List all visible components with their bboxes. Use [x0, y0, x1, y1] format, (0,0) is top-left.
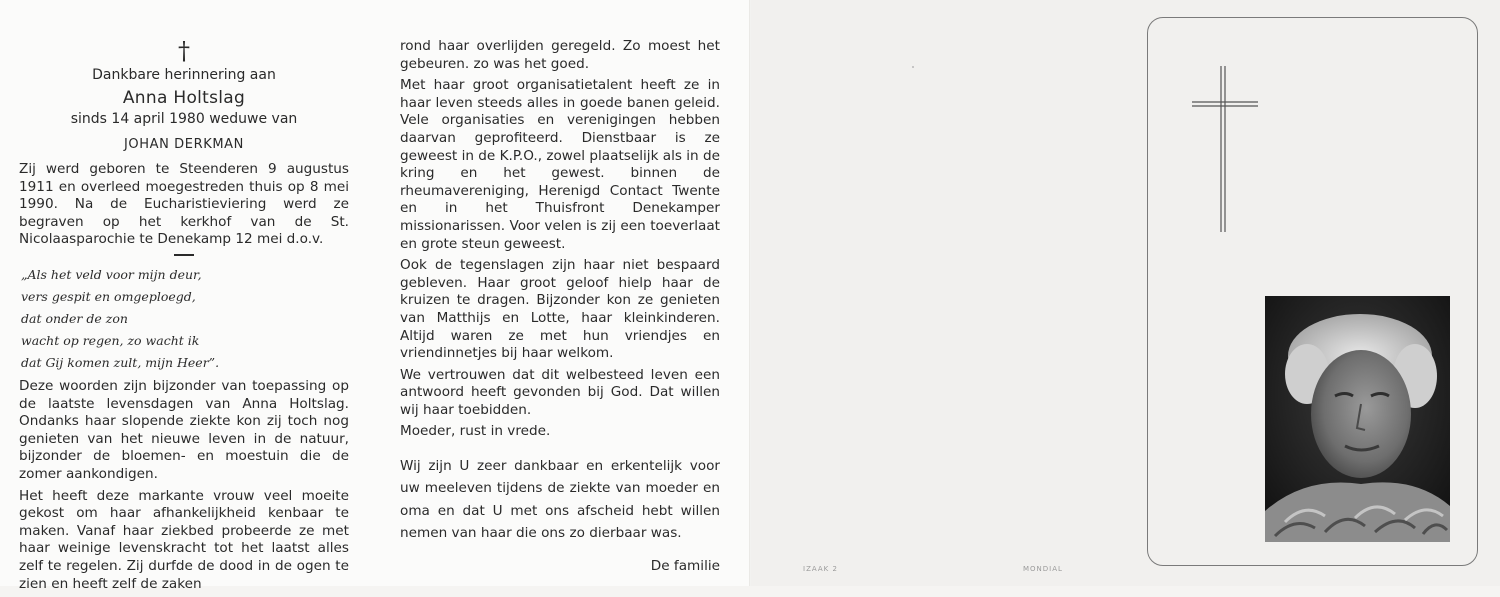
- paragraph: Het heeft deze markante vrouw veel moeite gekost om haar afhankelijkheid kenbaar te maken. Vanaf haar ziekbed probeerde ze met haar weinige levenskracht tot het laatst alles zelf te regelen. Zij durfde de dood in de ogen te zien en heeft zelf de zaken: [19, 487, 349, 592]
- paper-speck: [912, 66, 914, 68]
- remembrance-intro: Dankbare herinnering aan: [92, 67, 276, 83]
- deceased-name: Anna Holtslag: [122, 88, 246, 108]
- signature: De familie: [650, 558, 720, 574]
- paragraph: We vertrouwen dat dit welbesteed leven een antwoord heeft gevonden bij God. Dat willen wij haar toebidden.: [400, 366, 720, 418]
- verse-line: dat onder de zon: [21, 310, 128, 326]
- portrait-illustration: [1265, 296, 1450, 542]
- paragraph: Deze woorden zijn bijzonder van toepassing op de laatste levensdagen van Anna Holtslag. Ondanks haar slopende ziekte kon zij toch nog genieten van het nieuwe leven in de natuur, bijzonder de bloemen- en moestuin die de zomer aankondigen.: [19, 377, 349, 482]
- biography-paragraph: Zij werd geboren te Steenderen 9 augustus 1911 en overleed moegestreden thuis op 8 mei 1990. Na de Eucharistieviering werd ze begraven op het kerkhof van de St. Nicolaasparochie te Denekamp 12 mei d.o.v.: [19, 161, 349, 248]
- printer-imprint: MONDIAL: [1023, 565, 1063, 573]
- right-text-column: [400, 38, 720, 445]
- verse-line: vers gespit en omgeploegd,: [21, 288, 196, 304]
- thank-you-paragraph: Wij zijn U zeer dankbaar en erkentelijk voor uw meeleven tijdens de ziekte van moeder en oma en dat U met ons afscheid hebt willen nemen van haar die ons zo dierbaar was.: [400, 458, 720, 542]
- left-text-column: [19, 38, 349, 597]
- paragraph: Ook de tegenslagen zijn haar niet bespaard gebleven. Haar groot geloof hielp haar de kruizen te dragen. Bijzonder kon ze genieten van Matthijs en Lotte, haar kleinkinderen. Altijd waren ze met hun vriendjes en vriendinnetjes bij haar welkom.: [400, 257, 720, 362]
- cross-icon: †: [178, 37, 190, 65]
- paragraph: Met haar groot organisatietalent heeft ze in haar leven steeds alles in goede banen geleid. Vele organisaties en verenigingen hebben daarvan geprofiteerd. Dienstbaar is ze geweest in de K.P.O., zowel plaatselijk als in de kring en het gewest. binnen de rheumavereniging, Herenigd Contact Twente en in het Thuisfront Denekamper missionarissen. Voor velen is zij een toeverlaat en grote steun geweest.: [400, 77, 720, 252]
- printer-imprint: IZAAK 2: [803, 565, 838, 573]
- verse: [19, 264, 349, 374]
- divider-dash: [174, 254, 194, 256]
- verse-line: dat Gij komen zult, mijn Heer”.: [21, 354, 220, 370]
- husband-name: JOHAN DERKMAN: [123, 137, 244, 152]
- paragraph: Moeder, rust in vrede.: [400, 423, 551, 440]
- portrait-photo: [1265, 296, 1450, 542]
- verse-line: „Als het veld voor mijn deur,: [21, 266, 202, 282]
- verse-line: wacht op regen, zo wacht ik: [21, 332, 200, 348]
- page-fold: [749, 0, 751, 586]
- widow-line: sinds 14 april 1980 weduwe van: [70, 111, 298, 127]
- paragraph: rond haar overlijden geregeld. Zo moest het gebeuren. zo was het goed.: [400, 38, 720, 72]
- double-line-cross-icon: [1192, 66, 1258, 232]
